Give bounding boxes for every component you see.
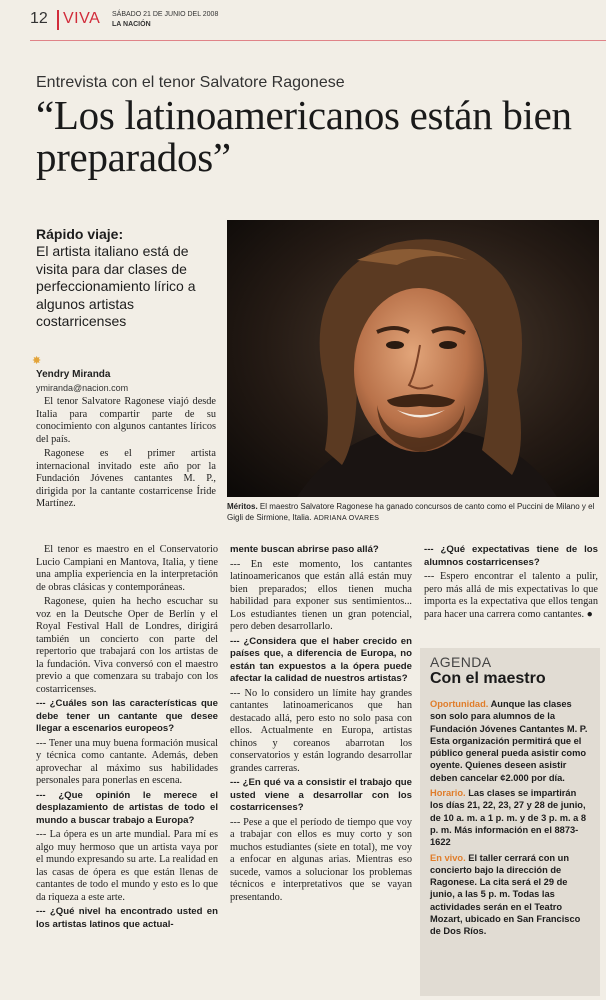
agenda-item bbox=[430, 852, 590, 938]
caption-text: El maestro Salvatore Ragonese ha ganado concursos de canto como el Puccini de Milano y el Gigli de Sirmione, Italia. bbox=[227, 502, 595, 522]
article-paragraph: El tenor Salvatore Ragonese viajó desde Italia para compartir parte de su conocimiento con algunos cantantes líricos del país. bbox=[36, 396, 216, 445]
section-name: VIVA bbox=[63, 10, 101, 27]
interview-question: --- ¿Qué nivel ha encontrado usted en los artistas latinos que actual- bbox=[36, 906, 218, 930]
agenda-item-key: Horario. bbox=[430, 788, 466, 799]
agenda-items bbox=[430, 698, 590, 938]
interview-answer: --- No lo considero un límite hay grandes cantantes latinoamericanos que han destacado allá, pero esto no solo pasa con ellos. Actualmente en Europa, artistas chinos y coreanos abarrotan los conservatorios y están logrando desarrollar grandes carreras. bbox=[230, 687, 412, 774]
issue-date: SÁBADO 21 DE JUNIO DEL 2008 bbox=[112, 11, 219, 18]
agenda-item-text: El taller cerrará con un concierto bajo la dirección de Ragonese. La cita será el 29 de junio, a las 5 p. m. Todas las actividades serán en el Teatro Mozart, ubicado en San Francisco de Dos Ríos. bbox=[430, 852, 581, 937]
article-paragraph: Ragonese, quien ha hecho escuchar su voz en la Deutsche Oper de Berlín y el Royal Festival Hall de Londres, dirigirá también un concierto con parte del repertorio que trabajará con los artistas de la fundación. Viva conversó con el maestro previo a que comenzara su trabajo con los costarricenses. bbox=[36, 596, 218, 695]
agenda-box bbox=[420, 648, 600, 996]
portrait-photo bbox=[227, 220, 599, 497]
interview-question: --- ¿Qué expectativas tiene de los alumnos costarricenses? bbox=[424, 544, 598, 568]
article-paragraph: El tenor es maestro en el Conservatorio Lucio Campiani en Mantova, Italia, y tiene una amplia experiencia en la interpretación de obras clásicas y contemporáneas. bbox=[36, 544, 218, 593]
agenda-item-text: Aunque las clases son solo para alumnos de la Fundación Jóvenes Cantantes M. P. Esta organización permitirá que el público general pueda asistir como oyente. Quienes deseen asistir deben cancelar ¢2.000 por día. bbox=[430, 699, 588, 783]
newspaper-name: LA NACIÓN bbox=[112, 21, 151, 28]
agenda-item bbox=[430, 698, 590, 784]
interview-question: mente buscan abrirse paso allá? bbox=[230, 544, 379, 555]
agenda-item bbox=[430, 787, 590, 848]
agenda-label: AGENDA bbox=[430, 654, 492, 670]
photo-credit: ADRIANA OVARES bbox=[313, 515, 380, 522]
article-column-1 bbox=[36, 544, 218, 933]
header-separator bbox=[57, 10, 59, 30]
article-column-2 bbox=[230, 544, 412, 906]
lead-title: Rápido viaje: bbox=[36, 226, 124, 242]
interview-question: --- ¿En qué va a consistir el trabajo que usted viene a desarrollar con los costarricenses? bbox=[230, 777, 412, 813]
interview-answer: --- En este momento, los cantantes latinoamericanos que están allá están muy bien preparados; ellos tienen mucha habilidad para exponer sus sentimientos... Los estudiantes tienen un gran potencial, pero deben desarrollarlo. bbox=[230, 558, 412, 632]
article-paragraph: Ragonese es el primer artista internacional invitado este año por la Fundación Jóvenes cantantes M. P., dirigida por la cantante costarricense Íride Martínez. bbox=[36, 448, 216, 509]
caption-label: Méritos. bbox=[227, 502, 258, 511]
article-column-3 bbox=[424, 544, 598, 623]
interview-answer: --- La ópera es un arte mundial. Para mí es algo muy hermoso que un artista vaya por el mundo expresando su arte. La realidad en las casas de ópera es que están llenas de cantantes de todo el mundo y esto es lo que da riqueza a este arte. bbox=[36, 829, 218, 903]
author-name: Yendry Miranda bbox=[36, 369, 111, 380]
agenda-item-key: Oportunidad. bbox=[430, 699, 489, 709]
interview-question: --- ¿Cuáles son las características que debe tener un cantante que desee llegar a escenarios europeos? bbox=[36, 698, 218, 734]
article-column-1-top bbox=[36, 396, 216, 513]
photo-caption bbox=[227, 501, 599, 524]
agenda-item-key: En vivo. bbox=[430, 852, 466, 863]
interview-answer: --- Espero encontrar el talento a pulir, pero más allá de mis expectativas lo que importa es la expectativa que ellos tengan para hacer una carrera como cantantes. ● bbox=[424, 571, 598, 620]
article-kicker: Entrevista con el tenor Salvatore Ragonese bbox=[36, 74, 345, 91]
interview-question: --- ¿Considera que el haber crecido en países que, a diferencia de Europa, no están tan expuestos a la ópera puede afectar la calidad de nuestros artistas? bbox=[230, 635, 412, 684]
interview-question: --- ¿Que opinión le merece el desplazamiento de artistas de todo el mundo a buscar trabajo a Europa? bbox=[36, 789, 218, 826]
agenda-item-text: Las clases se impartirán los días 21, 22, 23, 27 y 28 de junio, de 10 a. m. a 1 p. m. y de 3 p. m. a 8 p. m. Más información en el 8873- 1622 bbox=[430, 788, 587, 848]
header-rule bbox=[30, 40, 606, 41]
byline-star-icon: ✸ bbox=[32, 354, 42, 367]
agenda-title: Con el maestro bbox=[430, 670, 546, 687]
interview-answer: --- Tener una muy buena formación musical y técnica como cantante. Además, deben aprovechar al máximo sus habilidades personales para ponerlas en escena. bbox=[36, 737, 218, 786]
page-number: 12 bbox=[30, 10, 48, 27]
article-headline: “Los latinoamericanos están bien preparados” bbox=[36, 92, 572, 180]
author-email[interactable]: ymiranda@nacion.com bbox=[36, 383, 129, 393]
lead-body: El artista italiano está de visita para dar clases de perfeccionamiento lírico a algunos artistas costarricenses bbox=[36, 243, 196, 329]
interview-answer: --- Pese a que el período de tiempo que voy a trabajar con ellos es muy corto y son muchos estudiantes (siete en total), me voy a enfocar en algunas arias. Mientras eso sucede, vamos a solucionar los problemas técnicos e interpretativos que se vayan presentando. bbox=[230, 816, 412, 903]
